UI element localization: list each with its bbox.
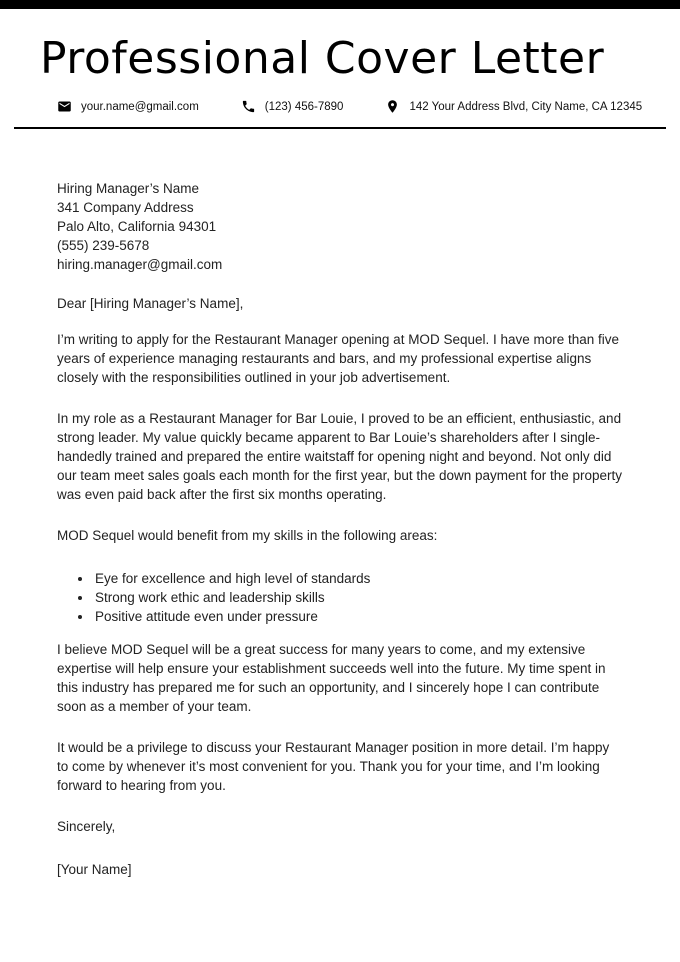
letter-paragraph-1: I’m writing to apply for the Restaurant Manager opening at MOD Sequel. I have more than five years of experience managing restaurants and bars, and my professional expertise aligns closely with the responsibilities outlined in your job advertisement.	[57, 332, 620, 386]
signature-name: [Your Name]	[57, 862, 132, 878]
contact-phone	[241, 99, 344, 114]
letter-paragraph-2: In my role as a Restaurant Manager for Bar Louie, I proved to be an efficient, enthusiastic, and strong leader. My value quickly became apparent to Bar Louie’s shareholders after I single-handedly trained and prepared the entire waitstaff for opening night and beyond. Not only did our team meet sales goals each month for the first year, but the down payment for the property was even paid back after the first six months operating.	[57, 411, 623, 503]
contact-address	[385, 99, 642, 114]
recipient-block	[57, 179, 623, 274]
contact-address-text: 142 Your Address Blvd, City Name, CA 12345	[409, 100, 643, 113]
salutation: Dear [Hiring Manager’s Name],	[57, 296, 244, 312]
skills-list	[57, 569, 623, 626]
closing-paragraph-2: It would be a privilege to discuss your Restaurant Manager position in more detail. I’m happy to come by whenever it’s most convenient for you. Thank you for your time, and I’m looking forward to hearing from you.	[57, 740, 610, 794]
contact-email-text: your.name@gmail.com	[81, 100, 199, 113]
page-title: Professional Cover Letter	[40, 33, 605, 84]
email-icon	[57, 99, 72, 114]
recipient-address-line2: Palo Alto, California 94301	[57, 219, 217, 235]
recipient-phone: (555) 239-5678	[57, 238, 150, 254]
contact-phone-text: (123) 456-7890	[264, 100, 344, 113]
recipient-name: Hiring Manager’s Name	[57, 181, 200, 197]
skills-intro: MOD Sequel would benefit from my skills in the following areas:	[57, 528, 438, 544]
skill-item-1: • Eye for excellence and high level of standards	[93, 569, 623, 588]
phone-icon	[241, 99, 256, 114]
recipient-address-line1: 341 Company Address	[57, 200, 194, 216]
signoff: Sincerely,	[57, 819, 116, 835]
location-pin-icon	[385, 99, 400, 114]
skill-item-3: • Positive attitude even under pressure	[93, 607, 623, 626]
closing-paragraph-1: I believe MOD Sequel will be a great success for many years to come, and my extensive expertise will help ensure your establishment succeeds well into the future. My time spent in this industry has prepared me for such an opportunity, and I sincerely hope I can contribute soon as a member of your team.	[57, 642, 606, 715]
recipient-email: hiring.manager@gmail.com	[57, 257, 223, 273]
contact-row	[57, 99, 680, 114]
letter-body	[0, 129, 680, 879]
top-accent-bar	[0, 0, 680, 9]
contact-email	[57, 99, 199, 114]
skill-item-2: • Strong work ethic and leadership skills	[93, 588, 623, 607]
